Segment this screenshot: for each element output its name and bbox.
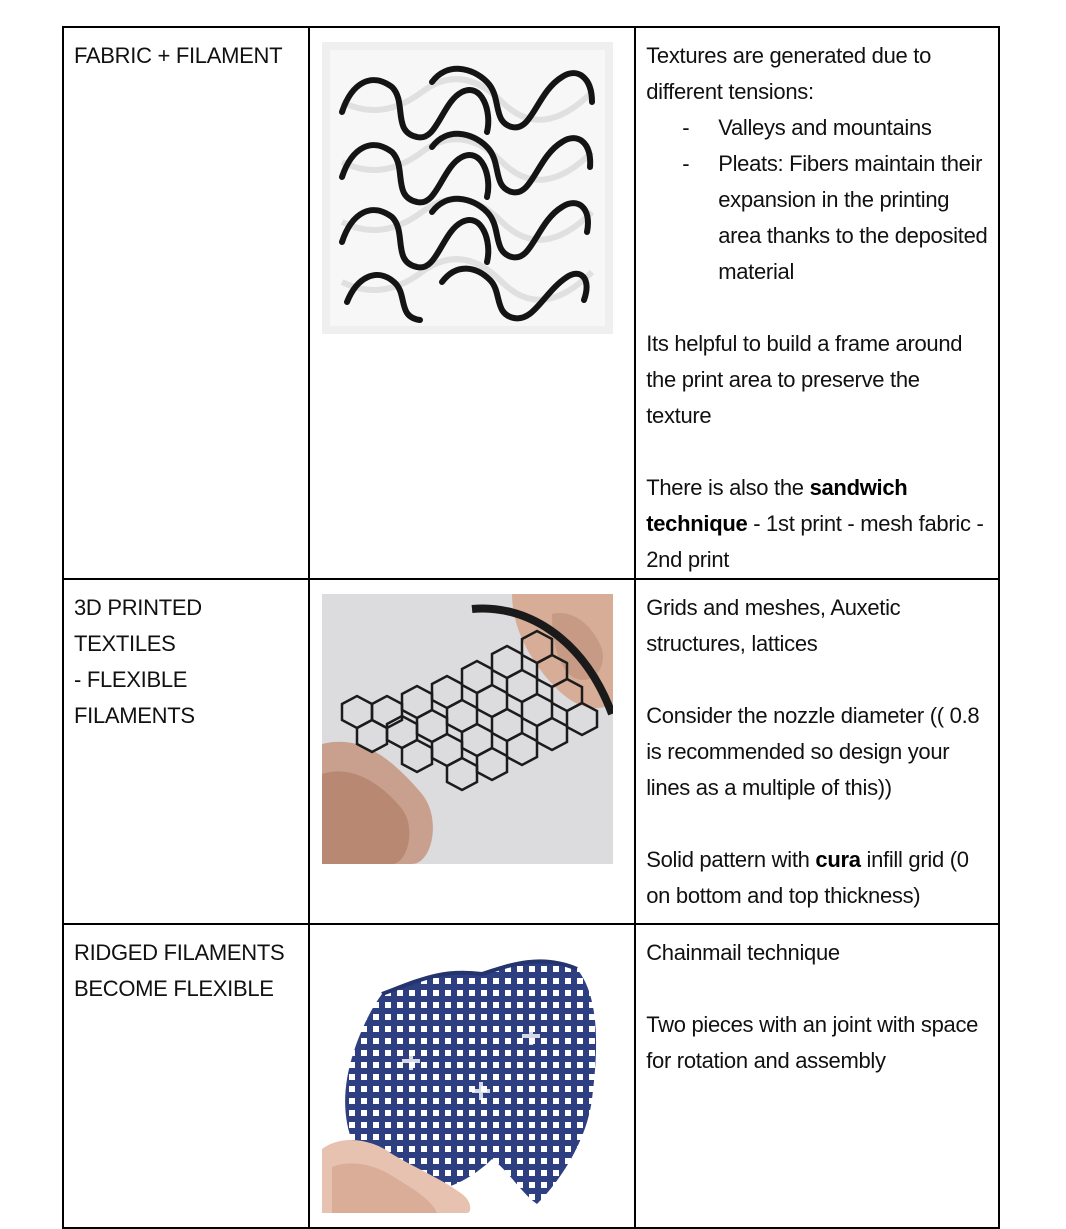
list-item xyxy=(682,110,988,146)
sandwich-technique-term: sandwich technique xyxy=(646,475,908,536)
intro-text: Textures are generated due to different tensions: xyxy=(646,43,932,104)
image-cell xyxy=(309,924,636,1228)
flexible-mesh-photo xyxy=(322,594,613,864)
row-label-cell xyxy=(63,579,309,924)
list-item-text: Pleats: Fibers maintain their expansion in the printing area thanks to the deposited material xyxy=(718,151,988,284)
frame-tip-text: Its helpful to build a frame around the print area to preserve the texture xyxy=(646,331,963,428)
cura-text-prefix: Solid pattern with xyxy=(646,847,816,872)
table-row xyxy=(63,579,999,924)
row-label-cell xyxy=(63,924,309,1228)
dash-bullet: - xyxy=(682,115,690,140)
list-item xyxy=(682,146,988,290)
image-cell xyxy=(309,579,636,924)
list-item-text: Valleys and mountains xyxy=(718,115,932,140)
row-label-line: - FLEXIBLE FILAMENTS xyxy=(74,667,195,728)
cura-term: cura xyxy=(815,847,861,872)
row-label-line: 3D PRINTED TEXTILES xyxy=(74,595,202,656)
fabric-filament-photo xyxy=(322,42,613,334)
nozzle-text: Consider the nozzle diameter (( 0.8 is recommended so design your lines as a multiple of this)) xyxy=(646,703,980,800)
technique-list xyxy=(646,110,988,290)
row-label: FABRIC + FILAMENT xyxy=(74,43,283,68)
row-label-line: BECOME FLEXIBLE xyxy=(74,976,274,1001)
sandwich-text-prefix: There is also the xyxy=(646,475,810,500)
description-cell xyxy=(635,924,999,1228)
grids-text: Grids and meshes, Auxetic structures, lattices xyxy=(646,595,901,656)
cura-text xyxy=(646,842,988,914)
sandwich-text xyxy=(646,470,988,578)
image-cell xyxy=(309,27,636,579)
joint-text: Two pieces with an joint with space for rotation and assembly xyxy=(646,1012,979,1073)
dash-bullet: - xyxy=(682,151,690,176)
sandwich-text-suffix: - 1st print - mesh fabric - 2nd print xyxy=(646,511,984,572)
table-row xyxy=(63,27,999,579)
table-row xyxy=(63,924,999,1228)
row-label-line: RIDGED FILAMENTS xyxy=(74,940,285,965)
row-label-cell xyxy=(63,27,309,579)
description-cell xyxy=(635,27,999,579)
chainmail-photo xyxy=(322,939,613,1213)
cura-text-suffix: infill grid (0 on bottom and top thickness) xyxy=(646,847,969,908)
notes-table xyxy=(62,26,1000,1229)
description-cell xyxy=(635,579,999,924)
chainmail-text: Chainmail technique xyxy=(646,940,840,965)
